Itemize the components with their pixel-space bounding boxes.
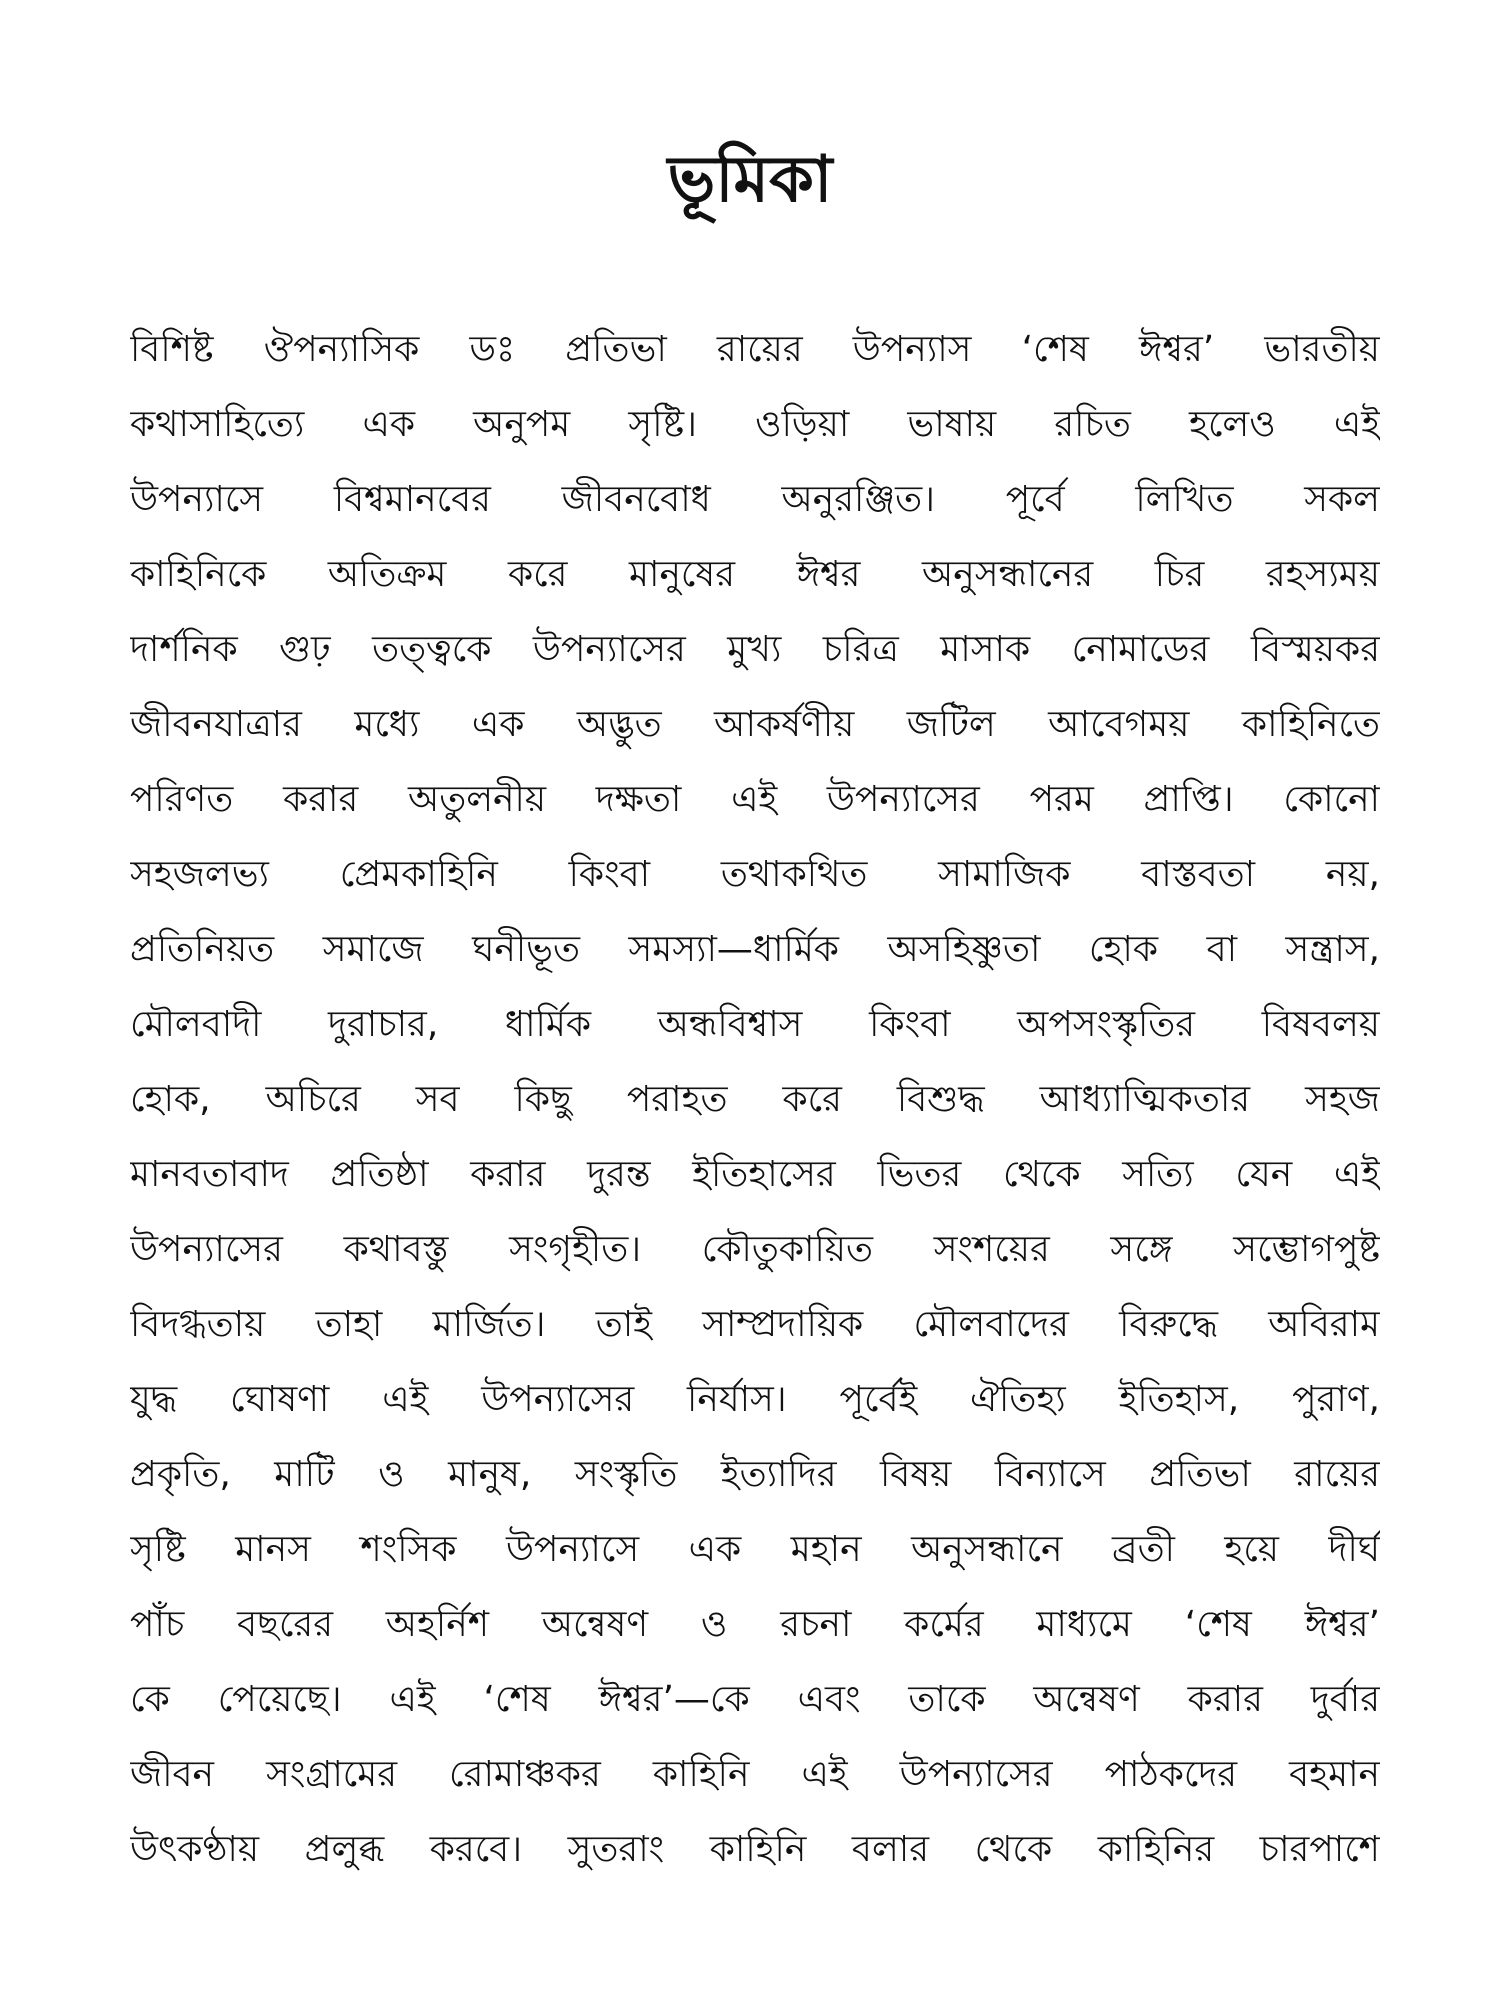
text-line: কথাসাহিত্যে এক অনুপম সৃষ্টি। ওড়িয়া ভাষায় রচিত হলেও এই <box>130 404 1380 445</box>
text-line: বিদগ্ধতায় তাহা মার্জিত। তাই সাম্প্রদায়িক মৌলবাদের বিরুদ্ধে অবিরাম <box>130 1304 1380 1345</box>
page-title: ভূমিকা <box>667 143 833 217</box>
text-line: দার্শনিক গুঢ় তত্ত্বকে উপন্যাসের মুখ্য চরিত্র মাসাক নোমাডের বিস্ময়কর <box>130 629 1380 670</box>
text-line: প্রতিনিয়ত সমাজে ঘনীভূত সমস্যা—ধার্মিক অসহিষ্ণুতা হোক বা সন্ত্রাস, <box>130 929 1380 970</box>
text-line: জীবনযাত্রার মধ্যে এক অদ্ভুত আকর্ষণীয় জটিল আবেগময় কাহিনিতে <box>130 704 1380 745</box>
text-line: মানবতাবাদ প্রতিষ্ঠা করার দুরন্ত ইতিহাসের ভিতর থেকে সত্যি যেন এই <box>130 1154 1380 1195</box>
text-line: উপন্যাসের কথাবস্তু সংগৃহীত। কৌতুকায়িত সংশয়ের সঙ্গে সম্ভোগপুষ্ট <box>130 1229 1380 1270</box>
text-line: মৌলবাদী দুরাচার, ধার্মিক অন্ধবিশ্বাস কিংবা অপসংস্কৃতির বিষবলয় <box>130 1004 1380 1045</box>
text-line: পাঁচ বছরের অহর্নিশ অন্বেষণ ও রচনা কর্মের মাধ্যমে ‘শেষ ঈশ্বর’ <box>130 1604 1380 1645</box>
text-line: যুদ্ধ ঘোষণা এই উপন্যাসের নির্যাস। পূর্বেই ঐতিহ্য ইতিহাস, পুরাণ, <box>130 1379 1380 1420</box>
text-line: উৎকণ্ঠায় প্রলুব্ধ করবে। সুতরাং কাহিনি বলার থেকে কাহিনির চারপাশে <box>130 1829 1380 1870</box>
preface-paragraph <box>130 312 1380 1887</box>
text-line: সহজলভ্য প্রেমকাহিনি কিংবা তথাকথিত সামাজিক বাস্তবতা নয়, <box>130 854 1380 895</box>
text-line: জীবন সংগ্রামের রোমাঞ্চকর কাহিনি এই উপন্যাসের পাঠকদের বহমান <box>130 1754 1380 1795</box>
text-line: পরিণত করার অতুলনীয় দক্ষতা এই উপন্যাসের পরম প্রাপ্তি। কোনো <box>130 779 1380 820</box>
text-line: উপন্যাসে বিশ্বমানবের জীবনবোধ অনুরঞ্জিত। পূর্বে লিখিত সকল <box>130 479 1380 520</box>
text-line: কে পেয়েছে। এই ‘শেষ ঈশ্বর’—কে এবং তাকে অন্বেষণ করার দুর্বার <box>130 1679 1380 1720</box>
text-line: কাহিনিকে অতিক্রম করে মানুষের ঈশ্বর অনুসন্ধানের চির রহস্যময় <box>130 554 1380 595</box>
text-line: হোক, অচিরে সব কিছু পরাহত করে বিশুদ্ধ আধ্যাত্মিকতার সহজ <box>130 1079 1380 1120</box>
text-line: সৃষ্টি মানস শংসিক উপন্যাসে এক মহান অনুসন্ধানে ব্রতী হয়ে দীর্ঘ <box>130 1529 1380 1570</box>
text-line: প্রকৃতি, মাটি ও মানুষ, সংস্কৃতি ইত্যাদির বিষয় বিন্যাসে প্রতিভা রায়ের <box>130 1454 1380 1495</box>
text-line: বিশিষ্ট ঔপন্যাসিক ডঃ প্রতিভা রায়ের উপন্যাস ‘শেষ ঈশ্বর’ ভারতীয় <box>130 329 1380 370</box>
